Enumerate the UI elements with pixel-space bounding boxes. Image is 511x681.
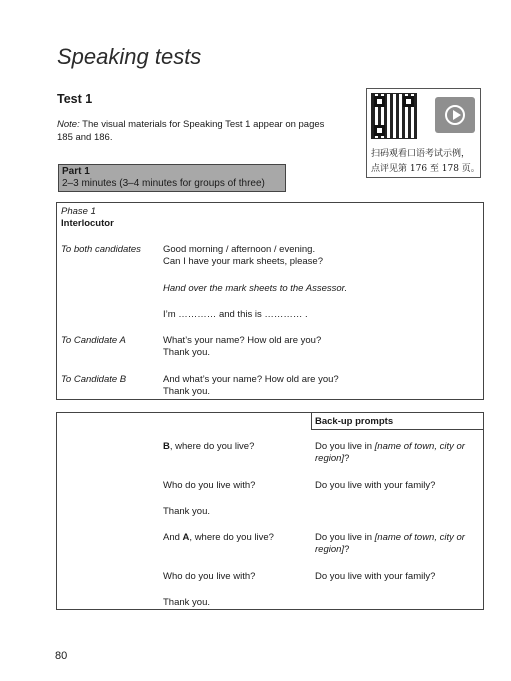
backup-question: Thank you. bbox=[163, 506, 210, 517]
row-line: Good morning / afternoon / evening. bbox=[163, 244, 316, 255]
test-heading: Test 1 bbox=[57, 92, 93, 106]
phase-table bbox=[56, 202, 484, 400]
note-label: Note: bbox=[57, 119, 80, 130]
note-text: The visual materials for Speaking Test 1 appear on pages 185 and 186. bbox=[57, 119, 325, 143]
row-who: To both candidates bbox=[61, 244, 141, 255]
row-line: Can I have your mark sheets, please? bbox=[163, 256, 324, 267]
part-title: Part 1 bbox=[62, 166, 90, 177]
backup-prompt: Do you live with your family? bbox=[315, 571, 436, 582]
page-number: 80 bbox=[55, 650, 68, 662]
backup-question: B, where do you live? bbox=[163, 441, 255, 452]
row-line: I’m ………… and this is ………… . bbox=[163, 309, 308, 320]
play-icon[interactable] bbox=[435, 97, 475, 133]
note bbox=[57, 118, 337, 144]
part-header bbox=[58, 164, 286, 192]
row-line: What’s your name? How old are you? bbox=[163, 335, 322, 346]
phase-role: Interlocutor bbox=[61, 218, 114, 229]
backup-question: Thank you. bbox=[163, 597, 210, 608]
row-who: To Candidate A bbox=[61, 335, 126, 346]
qr-caption-line1: 扫码观看口语考试示例， bbox=[371, 149, 471, 159]
backup-question: Who do you live with? bbox=[163, 480, 256, 491]
part-duration: 2–3 minutes (3–4 minutes for groups of three) bbox=[62, 178, 265, 189]
row-line: Thank you. bbox=[163, 347, 210, 358]
row-line: Thank you. bbox=[163, 386, 210, 397]
qr-code[interactable] bbox=[371, 93, 417, 139]
backup-question: And A, where do you live? bbox=[163, 532, 274, 543]
backup-table bbox=[56, 412, 484, 610]
row-who: To Candidate B bbox=[61, 374, 127, 385]
qr-caption-line2: 点评见第 176 至 178 页。 bbox=[371, 164, 480, 174]
qr-caption bbox=[371, 147, 481, 177]
backup-prompt: Do you live in [name of town, city or region]? bbox=[315, 441, 465, 464]
row-instruction: Hand over the mark sheets to the Assessor. bbox=[163, 283, 348, 294]
backup-question: Who do you live with? bbox=[163, 571, 256, 582]
row-line: And what’s your name? How old are you? bbox=[163, 374, 339, 385]
phase-label: Phase 1 bbox=[61, 206, 96, 217]
qr-panel[interactable] bbox=[366, 88, 481, 178]
backup-header: Back-up prompts bbox=[315, 416, 394, 427]
page-title: Speaking tests bbox=[57, 44, 202, 69]
backup-prompt: Do you live in [name of town, city or region]? bbox=[315, 532, 465, 555]
backup-prompt: Do you live with your family? bbox=[315, 480, 436, 491]
